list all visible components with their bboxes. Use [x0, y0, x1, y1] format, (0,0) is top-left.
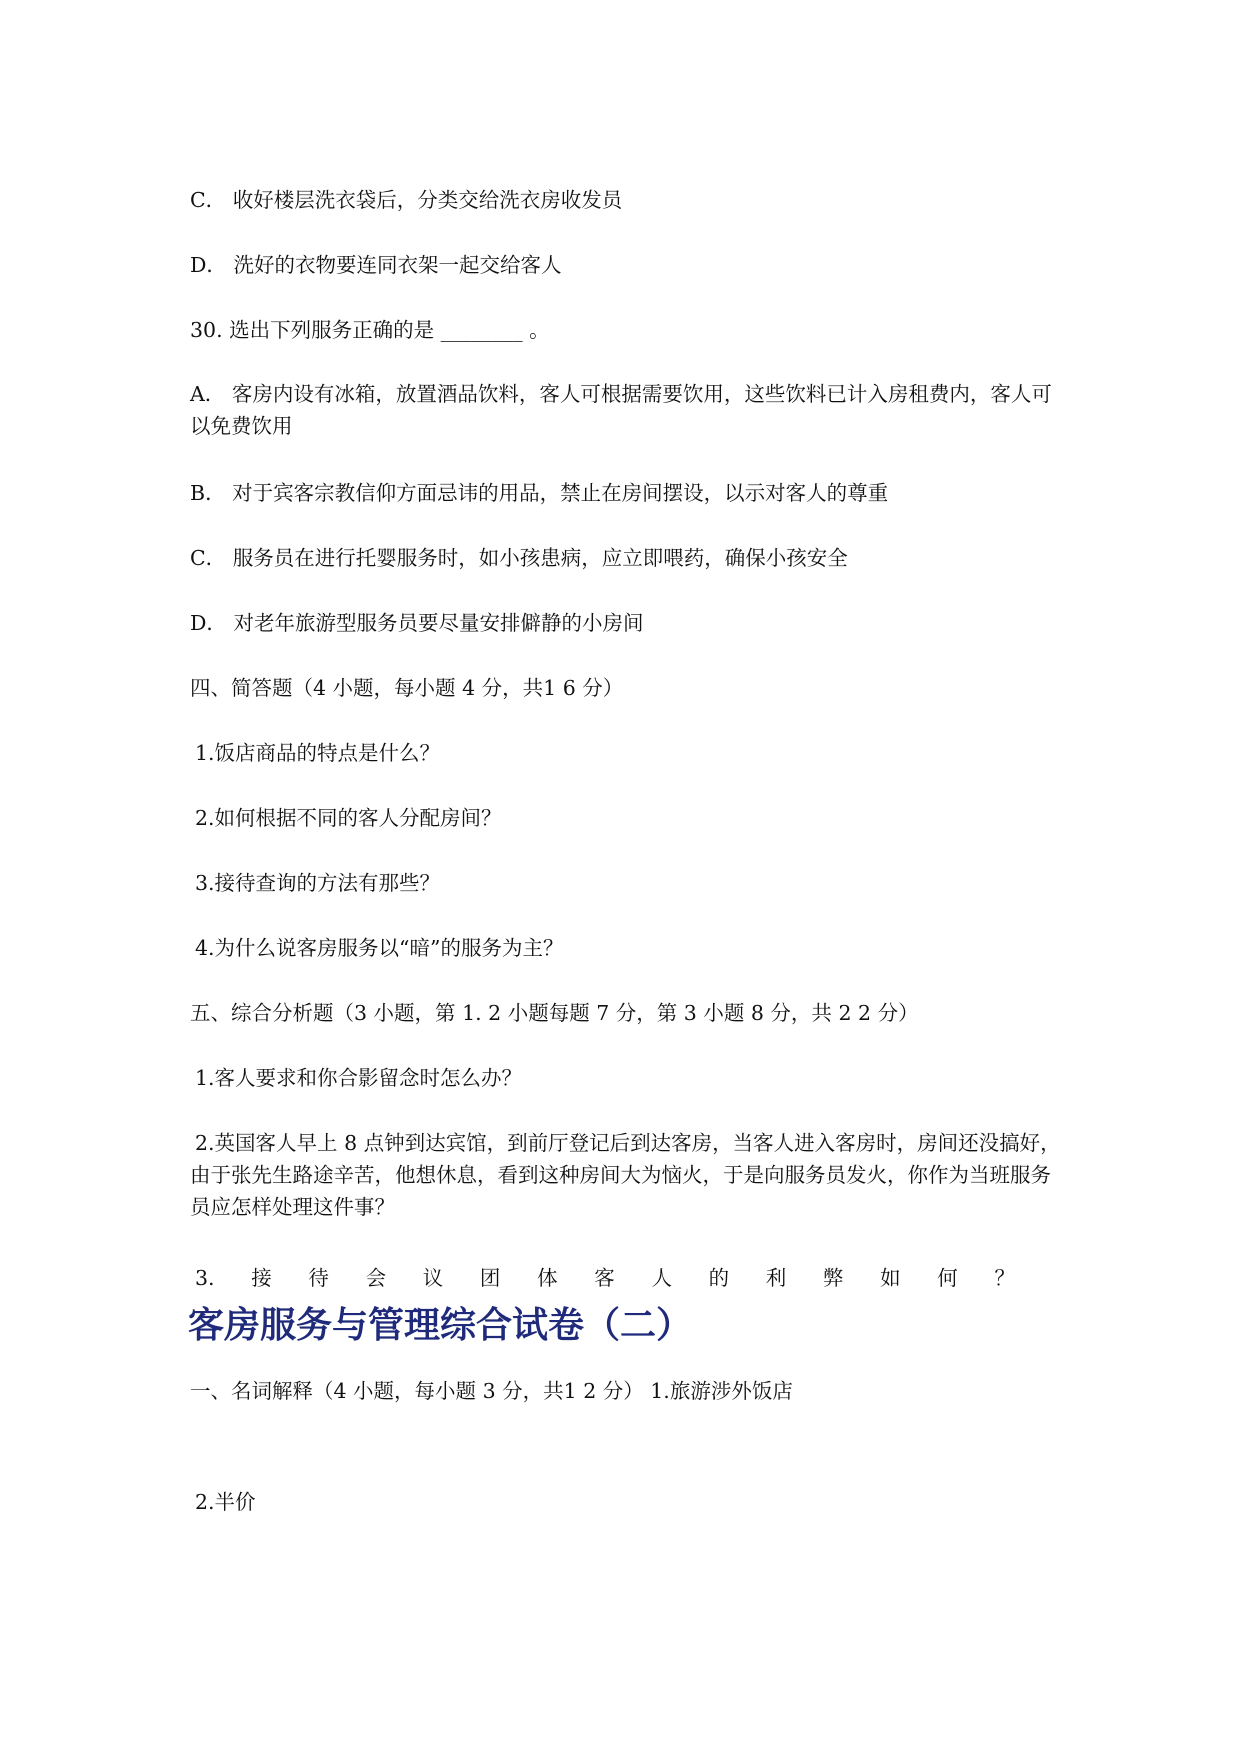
analysis-3: [195, 1262, 1015, 1294]
section-4-title: 四、简答题（4 小题，每小题 4 分，共1 6 分）: [190, 676, 624, 700]
term-2: 2.半价: [195, 1490, 256, 1514]
analysis-1: 1.客人要求和你合影留念时怎么办？: [195, 1066, 523, 1090]
section-1-title: 一、名词解释（4 小题，每小题 3 分，共1 2 分） 1.旅游涉外饭店: [190, 1379, 793, 1403]
short-answer-1: 1.饭店商品的特点是什么？: [195, 741, 441, 765]
analysis-3-char: 团: [479, 1266, 501, 1290]
option-d-laundry: D． 洗好的衣物要连同衣架一起交给客人: [190, 253, 562, 277]
analysis-3-char: 接: [251, 1266, 272, 1290]
analysis-3-char: 客: [594, 1266, 615, 1290]
analysis-3-char: 何: [937, 1266, 958, 1290]
analysis-3-char: 3.: [195, 1266, 215, 1290]
analysis-3-char: 利: [765, 1266, 787, 1290]
analysis-3-char: 的: [708, 1266, 730, 1290]
option-c-laundry: C． 收好楼层洗衣袋后，分类交给洗衣房收发员: [190, 188, 623, 212]
exam-heading: 客房服务与管理综合试卷（二）: [188, 1305, 693, 1346]
analysis-3-char: 如: [880, 1266, 901, 1290]
analysis-2: 2.英国客人早上 8 点钟到达宾馆，到前厅登记后到达客房，当客人进入客房时，房间还没搞好，由于张先生路途辛苦，他想休息，看到这种房间大为恼火，于是向服务员发火，你作为当班服务员应怎样处理这件事？: [190, 1131, 1061, 1219]
analysis-3-char: 人: [651, 1266, 672, 1290]
option-d-service: D． 对老年旅游型服务员要尽量安排僻静的小房间: [190, 611, 644, 635]
section-5-title: 五、综合分析题（3 小题，第 1. 2 小题每题 7 分，第 3 小题 8 分，共 2 2 分）: [190, 1001, 919, 1025]
analysis-3-char: 议: [422, 1266, 444, 1290]
option-a-service: A． 客房内设有冰箱，放置酒品饮料，客人可根据需要饮用，这些饮料已计入房租费内，客人可以免费饮用: [190, 382, 1052, 438]
question-30: 30. 选出下列服务正确的是 ________ 。: [190, 318, 550, 342]
analysis-3-char: 体: [537, 1266, 558, 1290]
short-answer-4: 4.为什么说客房服务以“暗”的服务为主？: [195, 936, 564, 960]
option-c-service: C． 服务员在进行托婴服务时，如小孩患病，应立即喂药，确保小孩安全: [190, 546, 848, 570]
short-answer-3: 3.接待查询的方法有那些？: [195, 871, 441, 895]
analysis-3-char: 会: [365, 1266, 387, 1290]
short-answer-2: 2.如何根据不同的客人分配房间？: [195, 806, 502, 830]
analysis-3-char: ？: [994, 1266, 1015, 1290]
analysis-3-char: 弊: [822, 1266, 844, 1290]
analysis-3-char: 待: [308, 1266, 329, 1290]
option-b-service: B． 对于宾客宗教信仰方面忌讳的用品，禁止在房间摆设，以示对客人的尊重: [190, 481, 889, 505]
